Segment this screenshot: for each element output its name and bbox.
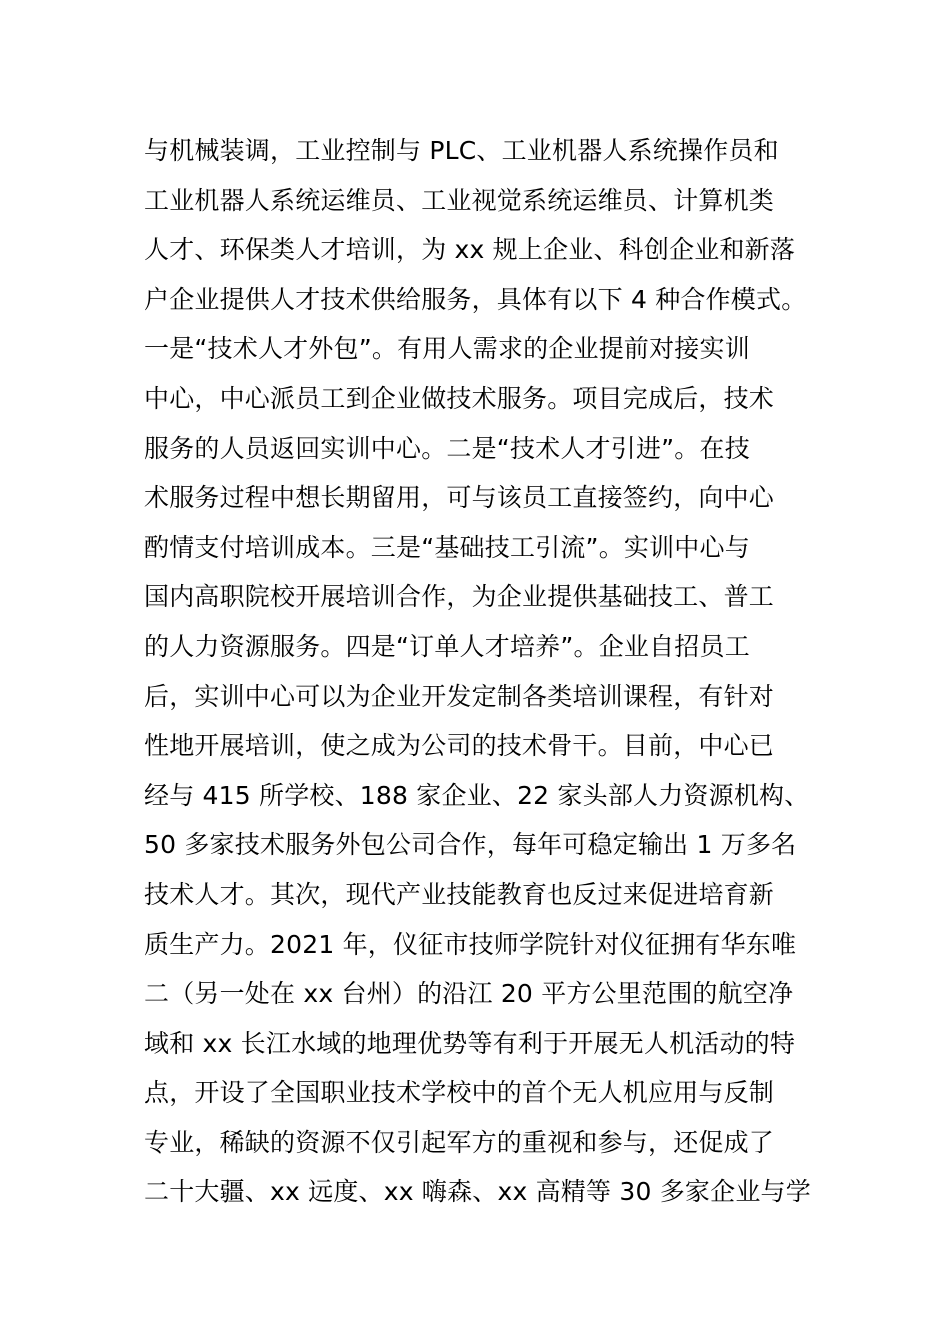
text-line: 中心，中心派员工到企业做技术服务。项目完成后，技术: [144, 383, 775, 413]
text-line: 域和 xx 长江水域的地理优势等有利于开展无人机活动的特: [144, 1028, 796, 1058]
text-line: 经与 415 所学校、188 家企业、22 家头部人力资源机构、: [144, 780, 810, 810]
text-line: 与机械装调，工业控制与 PLC、工业机器人系统操作员和: [144, 136, 779, 165]
text-line: 酌情支付培训成本。三是“基础技工引流”。实训中心与: [144, 532, 750, 562]
text-line: 工业机器人系统运维员、工业视觉系统运维员、计算机类: [144, 185, 775, 215]
text-line: 二（另一处在 xx 台州）的沿江 20 平方公里范围的航空净: [144, 979, 794, 1009]
text-line: 户企业提供人才技术供给服务，具体有以下 4 种合作模式。: [144, 284, 807, 314]
text-line: 一是“技术人才外包”。有用人需求的企业提前对接实训: [144, 334, 750, 364]
text-line: 后，实训中心可以为企业开发定制各类培训课程，有针对: [144, 681, 775, 711]
text-line: 点，开设了全国职业技术学校中的首个无人机应用与反制: [144, 1078, 775, 1108]
text-line: 质生产力。2021 年，仪征市技师学院针对仪征拥有华东唯: [144, 929, 797, 959]
text-line: 50 多家技术服务外包公司合作，每年可稳定输出 1 万多名: [144, 830, 797, 860]
text-line: 术服务过程中想长期留用，可与该员工直接签约，向中心: [144, 483, 775, 513]
text-line: 技术人才。其次，现代产业技能教育也反过来促进培育新: [144, 879, 775, 909]
text-line: 二十大疆、xx 远度、xx 嗨森、xx 高精等 30 多家企业与学: [144, 1177, 811, 1207]
text-line: 国内高职院校开展培训合作，为企业提供基础技工、普工: [144, 582, 775, 612]
text-line: 服务的人员返回实训中心。二是“技术人才引进”。在技: [144, 433, 750, 463]
text-line: 人才、环保类人才培训，为 xx 规上企业、科创企业和新落: [144, 235, 796, 265]
text-line: 性地开展培训，使之成为公司的技术骨干。目前，中心已: [144, 731, 775, 761]
body-paragraph: [144, 126, 824, 1217]
text-line: 专业，稀缺的资源不仅引起军方的重视和参与，还促成了: [144, 1127, 775, 1157]
text-line: 的人力资源服务。四是“订单人才培养”。企业自招员工: [144, 631, 750, 661]
